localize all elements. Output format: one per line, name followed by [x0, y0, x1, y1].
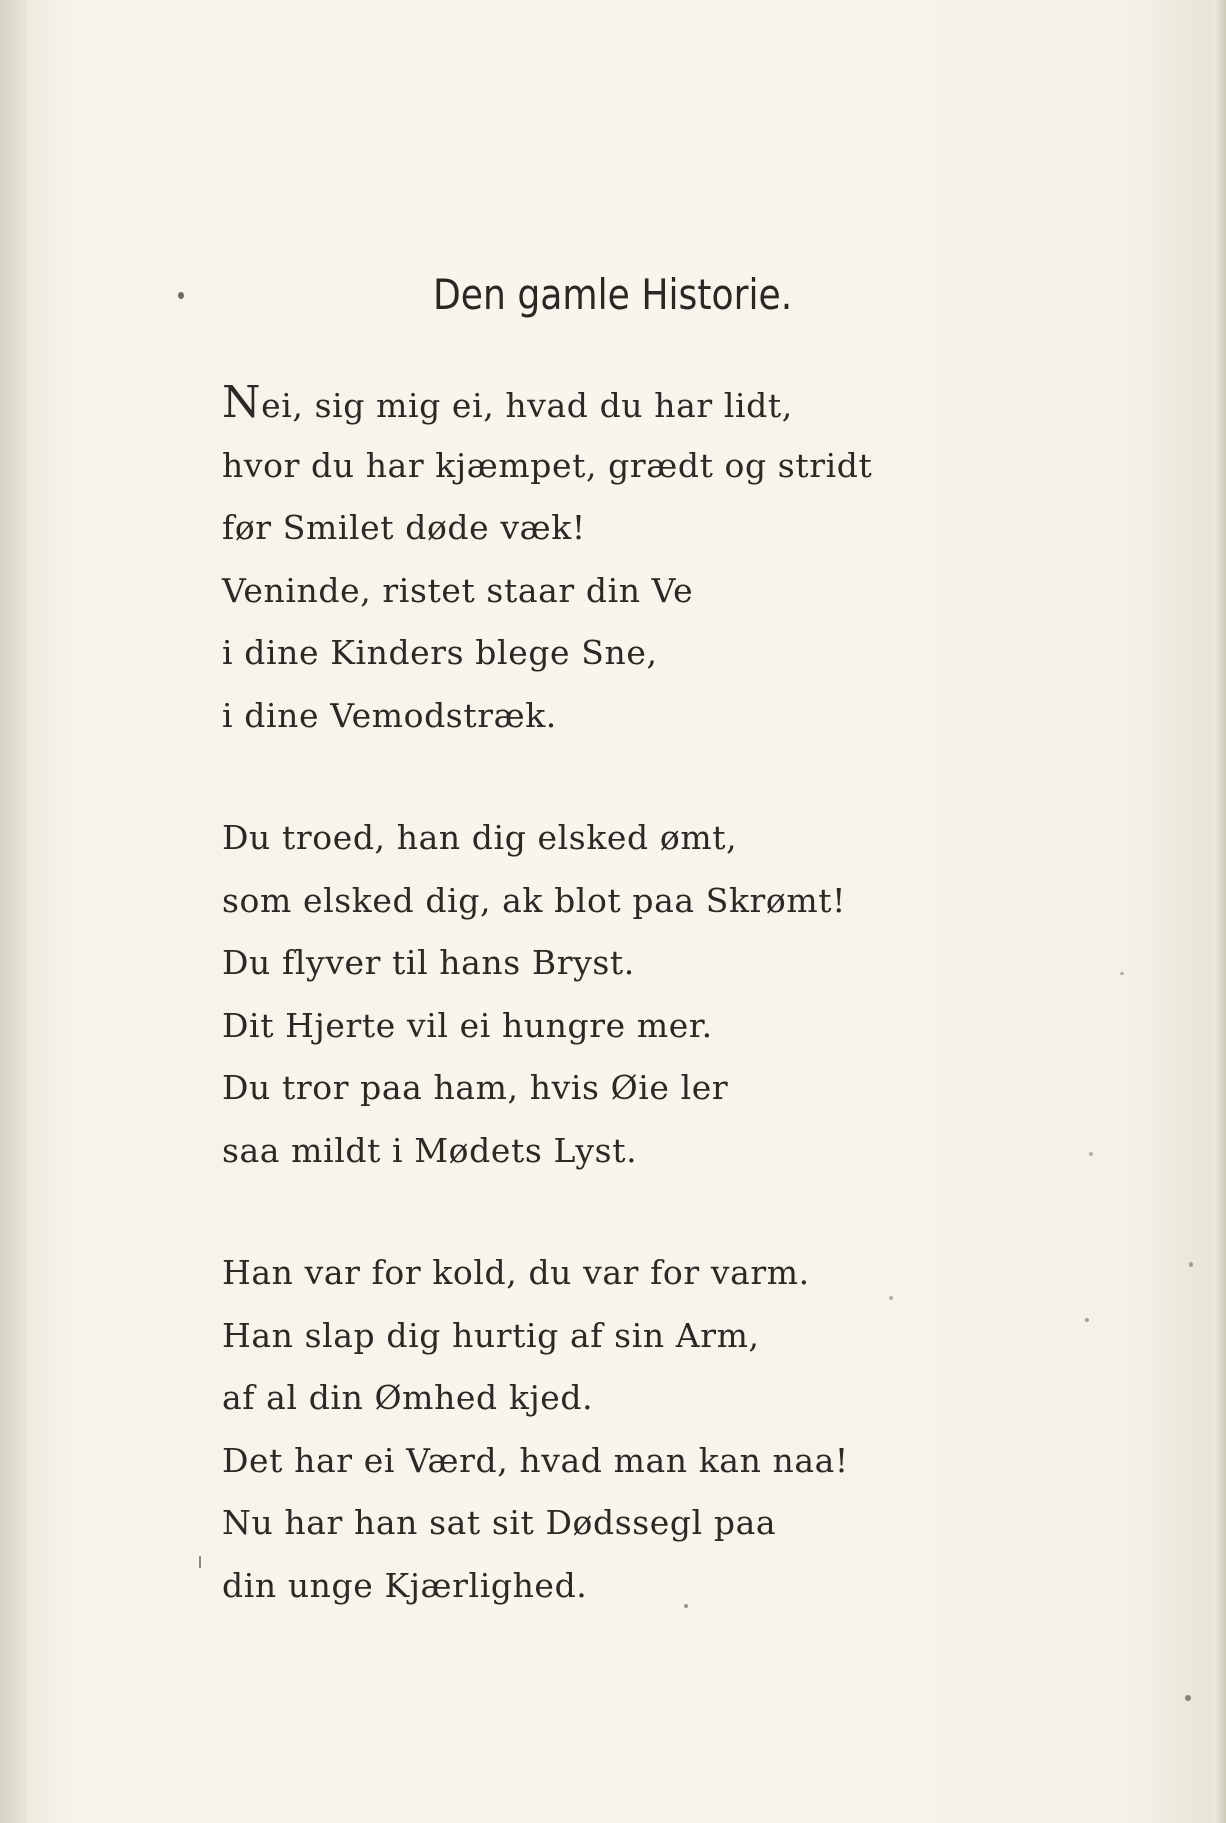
- poem-line: Han var for kold, du var for varm.: [222, 1253, 810, 1292]
- poem-body: [222, 372, 982, 1617]
- poem-title: Den gamle Historie.: [432, 270, 793, 319]
- poem-line: i dine Kinders blege Sne,: [222, 633, 658, 672]
- poem-line: Det har ei Værd, hvad man kan naa!: [222, 1440, 849, 1480]
- poem-line: Dit Hjerte vil ei hungre mer.: [222, 1005, 713, 1045]
- paper-speck: [199, 1556, 201, 1568]
- stanza-2: [222, 807, 982, 1182]
- page-edge-left: [0, 0, 26, 1823]
- stanza-gap: [222, 747, 982, 807]
- poem-line: [222, 372, 982, 435]
- poem-line: hvor du har kjæmpet, grædt og stridt: [222, 445, 873, 485]
- paper-speck: [1085, 1318, 1089, 1322]
- stanza-gap: [222, 1182, 982, 1242]
- poem-line: Du troed, han dig elsked ømt,: [222, 818, 738, 857]
- poem-line: som elsked dig, ak blot paa Skrømt!: [222, 880, 847, 920]
- poem-line: Du tror paa ham, hvis Øie ler: [222, 1068, 729, 1107]
- poem-line: saa mildt i Mødets Lyst.: [222, 1130, 638, 1170]
- stanza-3: [222, 1242, 982, 1617]
- poem-line: Veninde, ristet staar din Ve: [222, 570, 694, 610]
- first-line-text: ei, sig mig ei, hvad du har lidt,: [261, 386, 793, 425]
- poem-line: før Smilet døde væk!: [222, 508, 586, 547]
- poem-line: af al din Ømhed kjed.: [222, 1378, 594, 1417]
- poem-line: Han slap dig hurtig af sin Arm,: [222, 1315, 760, 1355]
- paper-speck: [1189, 1262, 1193, 1267]
- paper-speck: [1185, 1695, 1191, 1701]
- poem-line: Du flyver til hans Bryst.: [222, 943, 635, 982]
- paper-speck: [1120, 972, 1124, 975]
- poem-line: din unge Kjærlighed.: [222, 1565, 588, 1605]
- initial-letter: N: [222, 377, 262, 428]
- stanza-1: [222, 372, 982, 747]
- page-edge-right: [1214, 0, 1226, 1823]
- poem-line: Nu har han sat sit Dødssegl paa: [222, 1503, 777, 1542]
- poem-line: i dine Vemodstræk.: [222, 695, 557, 735]
- paper-speck: [1089, 1152, 1093, 1156]
